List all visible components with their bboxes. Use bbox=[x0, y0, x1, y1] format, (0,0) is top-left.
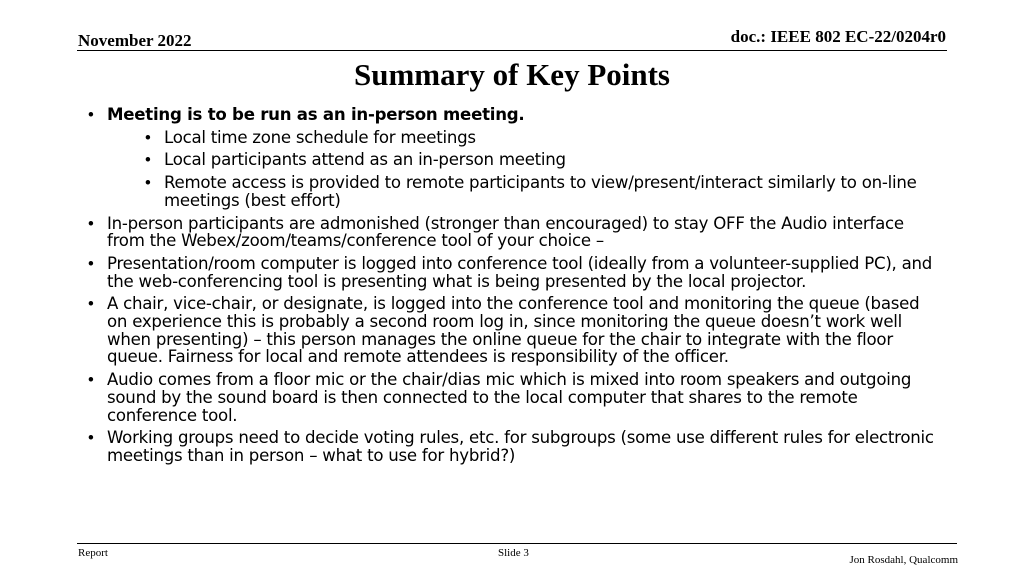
sub-bullet-text: Local participants attend as an in-person meeting bbox=[164, 150, 566, 170]
bullet-text: Presentation/room computer is logged into conference tool (ideally from a volunteer-supplied PC), and the web-conferencing tool is presenting what is being presented by the local projector. bbox=[107, 253, 933, 291]
footer-author: Jon Rosdahl, Qualcomm bbox=[849, 554, 958, 566]
bullet-item bbox=[88, 255, 936, 290]
bullet-item bbox=[88, 371, 936, 424]
sub-bullet-text: Local time zone schedule for meetings bbox=[164, 127, 476, 147]
slide-title: Summary of Key Points bbox=[353, 57, 670, 92]
footer-divider bbox=[77, 543, 957, 544]
bullet-text: Working groups need to decide voting rules, etc. for subgroups (some use different rules for electronic meetings than in person – what to use for hybrid?) bbox=[107, 428, 934, 465]
header-divider bbox=[77, 50, 947, 51]
bullet-glyph: • bbox=[88, 105, 94, 124]
bullet-glyph: • bbox=[88, 294, 94, 314]
bullet-item bbox=[88, 429, 936, 464]
sub-bullet-glyph: • bbox=[145, 173, 151, 193]
bullet-item bbox=[88, 295, 936, 366]
bullet-glyph: • bbox=[88, 253, 94, 273]
header-document-id: doc.: IEEE 802 EC-22/0204r0 bbox=[730, 27, 946, 46]
bullet-glyph: • bbox=[88, 213, 94, 233]
footer-report-label: Report bbox=[78, 547, 108, 559]
bullet-text: A chair, vice-chair, or designate, is logged into the conference tool and monitoring the queue (based on experience this is probably a second room log in, since monitoring the queue doesn’t work well when presenting) – this person manages the online queue for the chair to integrate with the floor queue. Fairness for local and remote attendees is responsibility of the officer. bbox=[107, 294, 920, 367]
sub-bullet-text: Remote access is provided to remote participants to view/present/interact similarly to on-line meetings (best effort) bbox=[164, 173, 917, 210]
bullet-text: In-person participants are admonished (stronger than encouraged) to stay OFF the Audio interface from the Webex/zoom/teams/conference tool of your choice – bbox=[107, 213, 904, 251]
sub-bullet-item bbox=[107, 174, 936, 209]
bullet-glyph: • bbox=[88, 370, 94, 390]
sub-bullet-glyph: • bbox=[145, 127, 151, 147]
footer-slide-number: Slide 3 bbox=[498, 547, 529, 559]
bullet-glyph: • bbox=[88, 428, 94, 448]
sub-bullet-item bbox=[107, 151, 936, 169]
bullet-item bbox=[88, 106, 936, 210]
sub-bullet-glyph: • bbox=[145, 150, 151, 170]
bullet-text: Meeting is to be run as an in-person meeting. bbox=[107, 105, 525, 124]
sub-bullet-item bbox=[107, 129, 936, 147]
bullet-text: Audio comes from a floor mic or the chair/dias mic which is mixed into room speakers and outgoing sound by the sound board is then connected to the local computer that shares to the remote conference tool. bbox=[107, 370, 912, 425]
bullet-list bbox=[88, 106, 936, 470]
bullet-item bbox=[88, 215, 936, 250]
header-date: November 2022 bbox=[78, 31, 192, 50]
